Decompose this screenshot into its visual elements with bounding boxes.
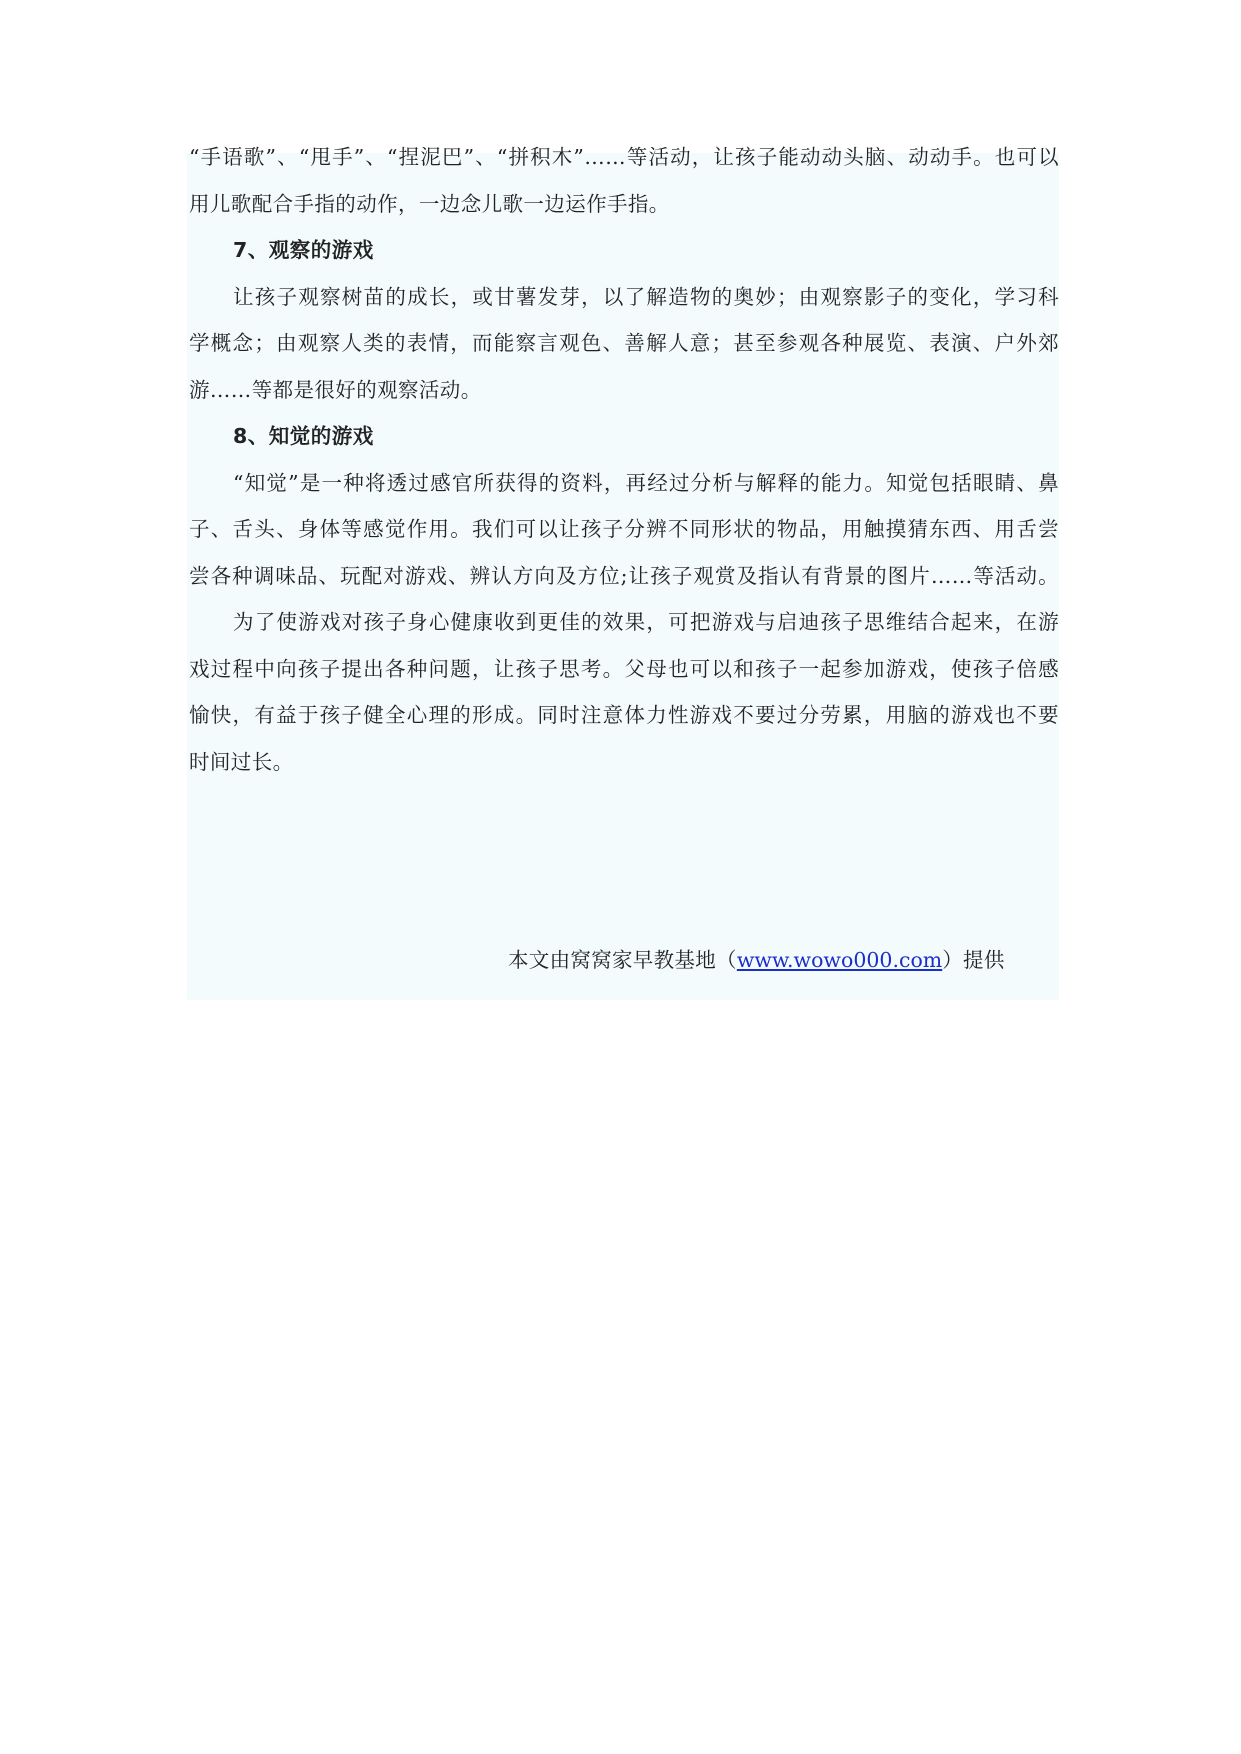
- credit-suffix: ）提供: [942, 948, 1005, 972]
- credit-prefix: 本文由窝窝家早教基地（: [508, 948, 737, 972]
- section-8-heading: 8、知觉的游戏: [233, 424, 374, 448]
- section-7-heading: 7、观察的游戏: [233, 238, 374, 262]
- section-8-line-1: “知觉”是一种将透过感官所获得的资料，再经过分析与解释的能力。知觉包括眼睛、鼻: [233, 471, 1059, 495]
- source-link[interactable]: www.wowo000.com: [736, 948, 943, 972]
- conclusion-line-1: 为了使游戏对孩子身心健康收到更佳的效果，可把游戏与启迪孩子思维结合起来，在游: [233, 610, 1059, 634]
- section-7-line-3: 游……等都是很好的观察活动。: [189, 378, 482, 402]
- intro-line-2: 用儿歌配合手指的动作，一边念儿歌一边运作手指。: [189, 192, 670, 216]
- conclusion-line-3: 愉快，有益于孩子健全心理的形成。同时注意体力性游戏不要过分劳累，用脑的游戏也不要: [189, 703, 1059, 727]
- conclusion-line-4: 时间过长。: [189, 750, 294, 774]
- source-credit: [508, 944, 1005, 976]
- intro-line-1: “手语歌”、“甩手”、“捏泥巴”、“拼积木”……等活动，让孩子能动动头脑、动动手。也可以: [189, 145, 1059, 169]
- conclusion-line-2: 戏过程中向孩子提出各种问题，让孩子思考。父母也可以和孩子一起参加游戏，使孩子倍感: [189, 657, 1059, 681]
- section-8-line-3: 尝各种调味品、玩配对游戏、辨认方向及方位;让孩子观赏及指认有背景的图片……等活动。: [189, 564, 1059, 588]
- section-8-line-2: 子、舌头、身体等感觉作用。我们可以让孩子分辨不同形状的物品，用触摸猜东西、用舌尝: [189, 517, 1059, 541]
- section-7-line-2: 学概念；由观察人类的表情，而能察言观色、善解人意；甚至参观各种展览、表演、户外郊: [189, 331, 1059, 355]
- section-7-line-1: 让孩子观察树苗的成长，或甘薯发芽，以了解造物的奥妙；由观察影子的变化，学习科: [233, 285, 1059, 309]
